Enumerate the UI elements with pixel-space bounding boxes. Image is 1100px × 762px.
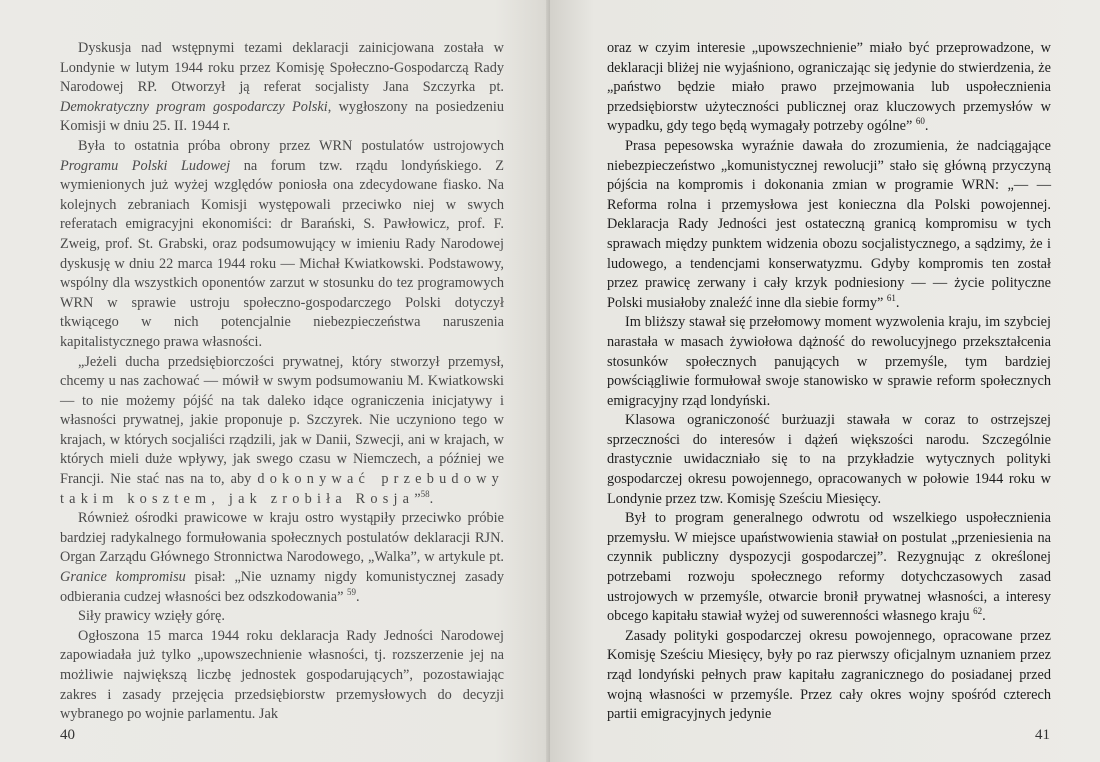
- right-page: [550, 0, 1100, 762]
- footnote-ref: 58: [420, 488, 430, 499]
- paragraph: [607, 39, 1051, 137]
- text-run: na forum tzw. rządu londyńskiego. Z wymienionych już wyżej względów poniosła ona zdecydowane fiasko. Na kolejnych zebraniach Komisji występowali przeciwko niej w swych referatach emigracyjni ekonomiści: dr Barański, S. Pawłowicz, prof. F. Zweig, prof. St. Grabski, oraz podsumowujący w imieniu Rady Narodowej dyskusję w dniu 22 marca 1944 roku — Michał Kwiatkowski. Podstawowy, wspólny dla wszystkich oponentów zarzut w stosunku do tez programowych WRN w sprawie ustroju społeczno-gospodarczego Polski dotyczył tkwiącego w nich potencjalnie niebezpieczeństwa naruszenia kapitalistycznego prawa własności.: [60, 157, 504, 350]
- paragraph: [607, 627, 1051, 725]
- paragraph: [60, 509, 504, 607]
- paragraph: [607, 137, 1051, 313]
- text-run: Zasady polityki gospodarczej okresu powojennego, opracowane przez Komisję Sześciu Miesięcy, były po raz pierwszy oficjalnym uznaniem przez rząd londyński pełnych praw kapitału zagranicznego do posiadanej przed wojną własności w przemyśle. Przez cały okres wojny spośród czterech partii emigracyjnych jedynie: [607, 627, 1051, 723]
- text-run: „Jeżeli ducha przedsiębiorczości prywatnej, który stworzył przemysł, chcemy u nas zachować — mówił w swym podsumowaniu M. Kwiatkowski — to nie możemy pójść na tak daleko idące ograniczenia inicjatywy i własności prywatnej, jakie proponuje p. Szczyrek. Nie uczyniono tego w krajach, w których socjaliści rządzili, jak w Danii, Szwecji, ani w krajach, w których mieli duże wpływy, jak swego czasu w Niemczech, a później we Francji. Nie stać nas na to, aby: [60, 353, 504, 488]
- right-page-text: [607, 39, 1051, 725]
- footnote-ref: 62: [973, 606, 983, 617]
- text-run: Im bliższy stawał się przełomowy moment wyzwolenia kraju, im szybciej narastała w masach żywiołowa dążność do rewolucyjnego przekształcenia stosunków społecznych panujących w przemyśle, tym bardziej powściągliwie formułował swoje stanowisko w sprawie reform społecznych emigracyjny rząd londyński.: [607, 314, 1051, 409]
- text-run: .: [982, 608, 986, 625]
- text-run: Prasa pepesowska wyraźnie dawała do zrozumienia, że nadciągające niebezpieczeństwo „komunistycznej rewolucji” stało się główną przyczyną pójścia na kompromis i dokonania zmian w programie WRN: „— — Reforma rolna i przemysłowa jest konieczna dla Polski powojennej. Deklaracja Rady Jedności jest ostateczną granicą kompromisu w tych sprawach między punktem widzenia obozu socjalistycznego, a sądzimy, że i ludowego, a tendencjami konserwatyzmu. Gdyby kompromis ten został przez prawicę zerwany i cały krzyk podniesiony — — życie polityczne Polski musiałoby znaleźć inne dla siebie formy”: [607, 137, 1051, 311]
- text-run: ”: [414, 490, 421, 507]
- text-run: oraz w czyim interesie „upowszechnienie” miało być przeprowadzone, w deklaracji bliżej nie wyjaśniono, ograniczając się jedynie do stwierdzenia, że „państwo będzie miało prawo przejmowania lub uspołecznienia przedsiębiorstw użyteczności publicznej oraz kluczowych przemysłów w wypadku, gdy tego będą wymagały potrzeby ogólne”: [607, 40, 1051, 135]
- text-run: Klasowa ograniczoność burżuazji stawała w coraz to ostrzejszej sprzeczności do interesów i dążeń większości narodu. Szczególnie drastycznie uwidaczniało się to na przykładzie wytycznych polityki gospodarczej okresu powojennego, opracowanych w połowie 1944 roku w Londynie przez tzw. Komisję Sześciu Miesięcy.: [607, 412, 1051, 507]
- italic-title: Demokratyczny program gospodarczy Polski: [60, 98, 328, 115]
- text-run: Dyskusja nad wstępnymi tezami deklaracji zainicjowana została w Londynie w lutym 1944 roku przez Komisję Społeczno-Gospodarczą Rady Narodowej RP. Otworzył ją referat socjalisty Jana Szczyrka pt.: [60, 40, 504, 96]
- text-run: Był to program generalnego odwrotu od wszelkiego uspołecznienia przemysłu. W miejsce upaństwowienia stawiał on postulat „przeniesienia na czynnik publiczny dyspozycji gospodarczej”. Rezygnując z określonej potrzebami rozwoju społecznego reformy dotychczasowych zasad ustrojowych w przemyśle, otwarcie bronił prywatnej własności, a interesy obcego kapitału stawiał wyżej od suwerenności własnego kraju: [607, 510, 1051, 625]
- text-run: pisał: „Nie uznamy nigdy komunistycznej zasady odbierania cudzej własności bez odszkodowania”: [60, 569, 504, 605]
- paragraph: [60, 353, 504, 510]
- text-run: , wygłoszony na posiedzeniu Komisji w dniu 25. II. 1944 r.: [60, 98, 504, 135]
- italic-title: Granice kompromisu: [60, 569, 186, 586]
- right-page-number: 41: [1035, 727, 1050, 743]
- text-run: .: [356, 588, 360, 605]
- paragraph: [60, 607, 504, 627]
- footnote-ref: 60: [915, 116, 925, 127]
- text-run: Również ośrodki prawicowe w kraju ostro wystąpiły przeciwko próbie bardziej radykalnego formułowania społecznych postulatów deklaracji RJN. Organ Zarządu Głównego Stronnictwa Narodowego, „Walka”, w artykule pt.: [60, 510, 504, 566]
- spaced-emphasis: dokonywać przebudowy takim kosztem, jak zrobiła Rosja: [60, 471, 504, 507]
- text-run: .: [429, 490, 434, 507]
- text-run: .: [895, 294, 900, 311]
- text-run: Ogłoszona 15 marca 1944 roku deklaracja Rady Jedności Narodowej zapowiadała już tylko „upowszechnienie własności, tj. rozszerzenie jej na możliwie największą liczbę jednostek gospodarujących”, pozostawiając zakres i zasady przejęcia przedsiębiorstw przemysłowych do decyzji wybranego po wojnie parlamentu. Jak: [60, 627, 504, 723]
- paragraph: [60, 39, 504, 137]
- text-run: Siły prawicy wzięły górę.: [78, 608, 225, 625]
- paragraph: [607, 509, 1051, 627]
- left-page-number: 40: [60, 727, 75, 743]
- paragraph: [607, 411, 1051, 509]
- paragraph: [607, 313, 1051, 411]
- text-run: Była to ostatnia próba obrony przez WRN postulatów ustrojowych: [78, 137, 504, 154]
- footnote-ref: 59: [347, 586, 357, 597]
- paragraph: [60, 627, 504, 725]
- italic-title: Programu Polski Ludowej: [60, 157, 231, 174]
- footnote-ref: 61: [886, 292, 896, 303]
- left-page-text: [60, 39, 504, 725]
- paragraph: [60, 137, 504, 353]
- text-run: .: [924, 118, 929, 135]
